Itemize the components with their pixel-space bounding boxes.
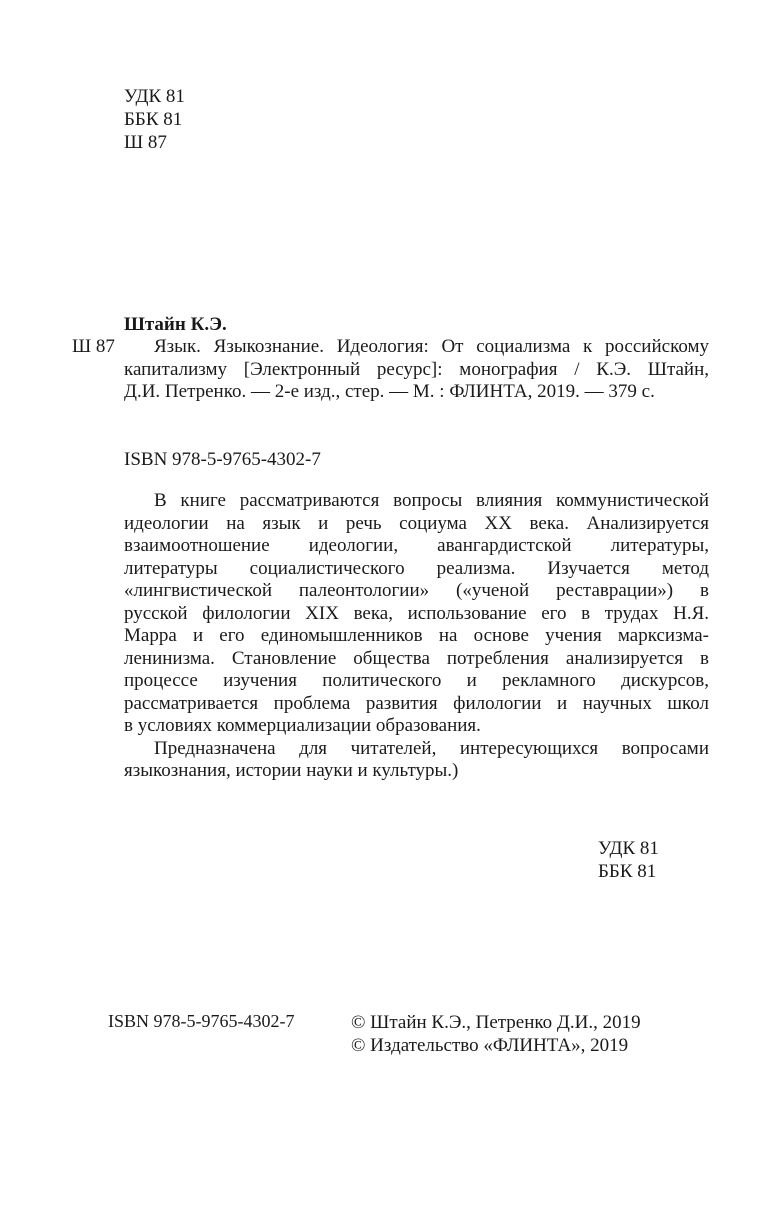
classification-codes-top [124, 85, 185, 154]
footer-isbn: ISBN 978-5-9765-4302-7 [108, 1011, 295, 1031]
bbk-code: ББК 81 [124, 109, 183, 130]
abstract [124, 490, 709, 783]
author-mark: Ш 87 [124, 132, 167, 153]
bibliographic-description [124, 336, 709, 404]
bbk-code: ББК 81 [598, 861, 657, 882]
abstract-line: в условиях коммерциализации образования. [124, 715, 481, 736]
abstract-line: процессе изучения политического и рекламного дискурсов, [124, 670, 709, 691]
biblio-line: Д.И. Петренко. — 2-е изд., стер. — М. : ФЛИНТА, 2019. — 379 с. [124, 381, 655, 402]
abstract-line: В книге рассматриваются вопросы влияния коммунистической [154, 490, 709, 511]
shelf-mark: Ш 87 [72, 336, 115, 357]
audience-line: языкознания, истории науки и культуры.) [124, 760, 459, 781]
udc-code: УДК 81 [124, 86, 185, 107]
biblio-line: капитализму [Электронный ресурс]: монография / К.Э. Штайн, [124, 358, 709, 380]
abstract-line: «лингвистической палеонтологии» («ученой реставрации») в [124, 580, 709, 601]
abstract-line: ленинизма. Становление общества потребления анализируется в [124, 647, 709, 669]
isbn: ISBN 978-5-9765-4302-7 [124, 449, 321, 470]
biblio-line: Язык. Языкознание. Идеология: От социализма к российскому [154, 336, 709, 357]
abstract-line: русской филологии XIX века, использование его в трудах Н.Я. [124, 602, 709, 624]
abstract-line: идеологии на язык и речь социума XX века. Анализируется [124, 512, 709, 534]
udc-code: УДК 81 [598, 838, 659, 859]
copyright-authors: © Штайн К.Э., Петренко Д.И., 2019 [351, 1012, 641, 1033]
abstract-line: литературы социалистического реализма. Изучается метод [124, 557, 709, 579]
abstract-line: Марра и его единомышленников на основе учения марксизма- [124, 625, 709, 646]
abstract-line: рассматривается проблема развития филологии и научных школ [124, 692, 709, 714]
copyright-block [351, 1011, 641, 1057]
copyright-publisher: © Издательство «ФЛИНТА», 2019 [351, 1035, 629, 1056]
abstract-line: взаимоотношение идеологии, авангардистской литературы, [124, 535, 709, 556]
author-heading: Штайн К.Э. [124, 314, 227, 335]
classification-codes-bottom [598, 837, 659, 883]
audience-line: Предназначена для читателей, интересующихся вопросами [154, 737, 709, 759]
